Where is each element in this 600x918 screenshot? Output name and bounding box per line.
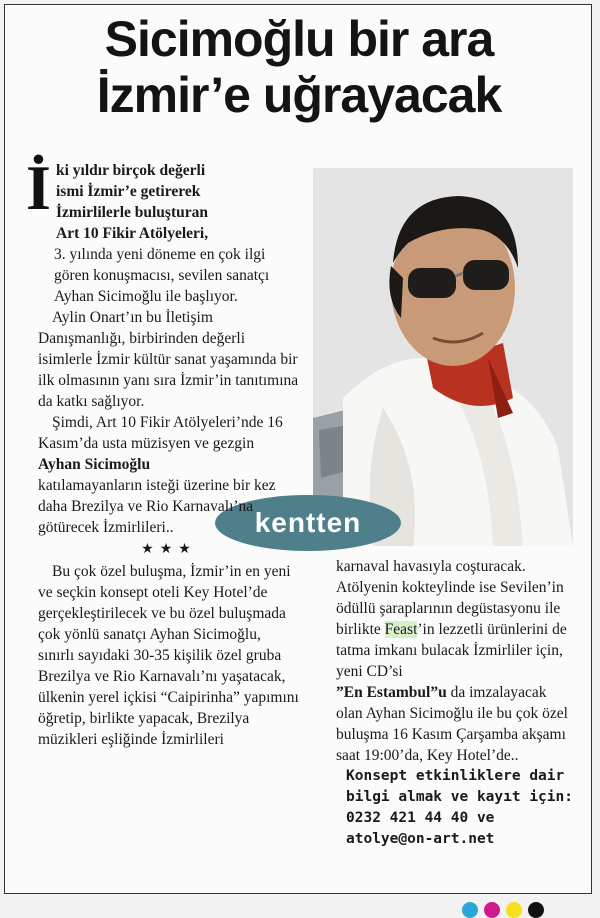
paragraph-5-intro: Atölyenin kokteylinde ise Sevilen’in ödüllü şaraplarının degüstasyonu ile birlikte [336, 579, 564, 638]
cyan-ink-dot [462, 902, 478, 918]
paragraph-2: Aylin Onart’ın bu İletişim Danışmanlığı, birbirinden değerli isimlerle İzmir kültür sanat yaşamında bir ilk olmasının yanı sıra İzmir’in tanıtımına da katkı sağlıyor. [38, 309, 299, 410]
contact-block [336, 766, 576, 850]
paragraph-5 [336, 577, 576, 766]
paragraph-4-cont: karnaval havasıyla coşturacak. [336, 558, 526, 575]
portrait-illustration [313, 168, 573, 546]
artist-name: Ayhan Sicimoğlu [38, 456, 151, 473]
lead-block [38, 160, 300, 244]
portrait-photo [313, 168, 573, 546]
print-registration-marks [462, 902, 544, 918]
contact-email[interactable]: atolye@on-art.net [346, 831, 495, 847]
article-column-left [38, 160, 300, 750]
contact-line: Konsept etkinliklere dair [346, 768, 565, 784]
paragraph-5-mid: ’in lezzetli ürünlerini de tatma imkanı bulacak İzmirliler için, yeni CD’si [336, 621, 567, 680]
yellow-ink-dot [506, 902, 522, 918]
paragraph-4: Bu çok özel buluşma, İzmir’in en yeni ve seçkin konsept oteli Key Hotel’de gerçekleştirilecek ve bu özel buluşmada çok yönlü sanatçı Ayhan Sicimoğlu, sınırlı sayıdaki 30-35 kişilik özel gruba Brezilya ve Rio Karnavalı’nı yaşatacak, ülkenin yerel içkisi “Caipirinha” yapımını öğretip, birlikte yapacak, Brezilya müzikleri eşliğinde İzmirlileri [38, 563, 299, 748]
contact-phone[interactable]: 0232 421 44 40 ve [346, 810, 495, 826]
black-ink-dot [528, 902, 544, 918]
headline-line-2: İzmir’e uğrayacak [96, 67, 502, 123]
magenta-ink-dot [484, 902, 500, 918]
lead-line: Art 10 Fikir Atölyeleri, [56, 225, 209, 242]
paragraph-1: 3. yılında yeni döneme en çok ilgi gören konuşmacısı, sevilen sanatçı Ayhan Sicimoğlu ile başlıyor. [54, 246, 270, 305]
paragraph-3-rest: katılamayanların isteği üzerine bir kez daha Brezilya ve Rio Karnavalı’na götürecek İzmirlileri.. [38, 477, 276, 536]
section-badge-label: kentten [254, 507, 362, 538]
lead-line: İzmirlilerle buluşturan [56, 204, 208, 221]
drop-cap: İ [26, 152, 51, 223]
section-separator: ★★★ [141, 542, 197, 557]
paragraph-3-intro: Şimdi, Art 10 Fikir Atölyeleri’nde 16 Kasım’da usta müzisyen ve gezgin [38, 414, 283, 452]
headline-line-1: Sicimoğlu bir ara [104, 11, 494, 67]
brand-feast: Feast [384, 621, 418, 638]
paragraph-5-end: da imzalayacak olan Ayhan Sicimoğlu ile bu çok özel buluşma 16 Kasım Çarşamba akşamı saat 19:00’da, Key Hotel’de.. [336, 684, 568, 764]
paragraph-3 [38, 412, 300, 538]
article-column-right [336, 556, 576, 850]
cd-title: ”En Estambul”u [336, 684, 447, 701]
lead-line: ki yıldır birçok değerli [56, 162, 206, 179]
lead-line: ismi İzmir’e getirerek [56, 183, 201, 200]
contact-line: bilgi almak ve kayıt için: [346, 789, 573, 805]
headline [5, 11, 593, 123]
